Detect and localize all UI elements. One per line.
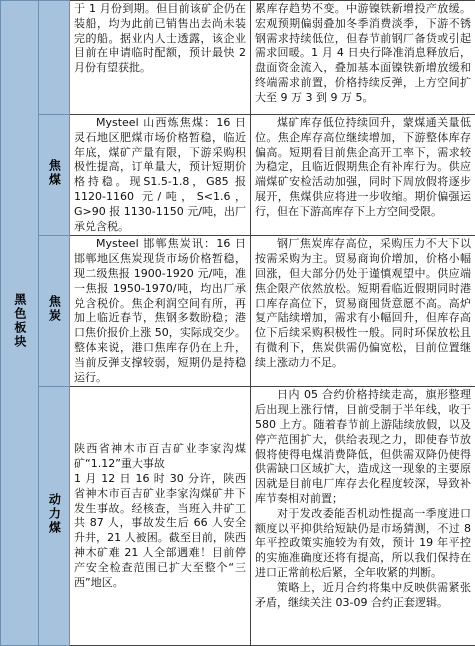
news-text: 于 1 月份到期。但目前该矿企仍在装船，均为此前已销售出去尚未装完的船。据业内人士透露，该企业目前在申请临时配额，预计最快 2 月份有望获批。	[74, 2, 246, 76]
analysis-text: 日内 05 合约价格持续走高，旗形整理后出现上涨行情，目前受制于半年线，收于 580 上方。随着春节前上游陆续放假，以及停产范围扩大，供给表现之力，即使春节放假将使得电煤消费降低，但供需双降仍使得供需缺口区域扩大，造成这一现象的主要原因就是目前电厂库存去化程度较深，导致补库节奏相对前置；	[255, 388, 471, 506]
product-label: 焦炭	[47, 295, 62, 323]
news-cell	[70, 115, 251, 236]
news-cell	[70, 1, 251, 115]
news-text: Mysteel 邯郸焦炭讯：16 日邯郸地区焦炭现货市场价格暂稳，现二级焦报 1900-1920 元/吨，准一焦报 1950-1970/吨，均出厂承兑含税价。焦企利润空间有所，再加上临近春节，焦钢多数盼稳；港口焦价报价上涨 50，实际成交少。整体来说，港口焦库存仍在上升，当前反弹支撑较弱，短期仍是持稳运行。	[74, 237, 246, 385]
analysis-cell	[251, 387, 475, 646]
news-cell	[70, 387, 251, 646]
analysis-text: 累库存趋势不变。中游镍铁新增投产放缓。宏观预期偏弱叠加冬季消费淡季，下游不锈钢需求持续低位，但春节前钢厂备货或引起需求回暖。1 月 4 日央行降准消息释放后，盘面资金流入，叠加基本面镍铁新增放缓和终端需求前置，价格持续反弹，上方空间扩大至 9 万 3 到 9 万 5。	[255, 2, 471, 106]
category-label: 黑色板块	[12, 293, 27, 349]
category-cell	[1, 1, 39, 646]
table-row	[1, 1, 475, 115]
analysis-text: 煤矿库存低位持续回升，蒙煤通关量低位。焦企库存高位继续增加，下游整体库存偏高。短期看目前焦企高开工率下，需求较为稳定，且临近假期焦企有补库行为。供应端煤矿安检活动加强，同时下周放假将逐步展开，焦煤供应将进一步收缩。期价偏强运行，但在下游高库存下上方空间受限。	[255, 116, 471, 220]
table-row	[1, 115, 475, 236]
news-text: Mysteel 山西炼焦煤：16 日灵石地区肥煤市场价格暂稳，临近年底，煤矿产量有限，下游采购积极性提高，订单量大，预计短期价格持稳。现S1.5-1.8，G85 报 1120-1160 元/吨，S<1.6，G>90 报 1130-1150 元/吨，出厂承兑含税。	[74, 116, 246, 234]
analysis-text: 对于发改委能否机动性提高一季度进口额度以平抑供给短缺仍是市场猜测，不过 8 年平控政策实施较为有效，预计 19 年平控的实施准确度还将有提高，所以我们保持在进口正常前松后紧，全年收紧的判断。	[255, 507, 471, 581]
news-text: 1 月 12 日 16 时 30 分许，陕西省神木市百吉矿业李家沟煤矿井下发生事故。经核查，当班入井矿工共 87 人，事故发生后 66 人安全升井，21 人被困。截至目前，陕西神木矿难 21 人全部遇难！目前停产安全检查范围已扩大至整个“三西”地区。	[74, 472, 246, 590]
product-cell	[39, 387, 70, 646]
table-row	[1, 387, 475, 646]
analysis-cell	[251, 1, 475, 115]
product-cell	[39, 1, 70, 115]
news-headline: 陕西省神木市百吉矿业李家沟煤矿“1.12”重大事故	[74, 442, 246, 472]
analysis-cell	[251, 236, 475, 387]
analysis-text: 策略上，近月合约将集中反映供需紧张矛盾，继续关注 03-09 合约正套逻辑。	[255, 581, 471, 611]
product-cell	[39, 236, 70, 387]
product-label: 动力煤	[47, 493, 62, 535]
product-cell	[39, 115, 70, 236]
analysis-cell	[251, 115, 475, 236]
news-cell	[70, 236, 251, 387]
analysis-text: 钢厂焦炭库存高位，采购压力不大下以按需采购为主。贸易商询价增加，价格小幅回涨，但大部分仍处于谨慎观望中。供应端焦企限产依然放松。短期看临近假期同时港口库存高位下，贸易商囤货意愿不高。高炉复产陆续增加，需求有小幅回升，但库存高位下后续采购积极性一般。同时环保放松且有微利下，焦炭供需仍偏宽松，目前位置继续上涨动力不足。	[255, 237, 471, 370]
table-row	[1, 236, 475, 387]
product-label: 焦煤	[47, 159, 62, 187]
